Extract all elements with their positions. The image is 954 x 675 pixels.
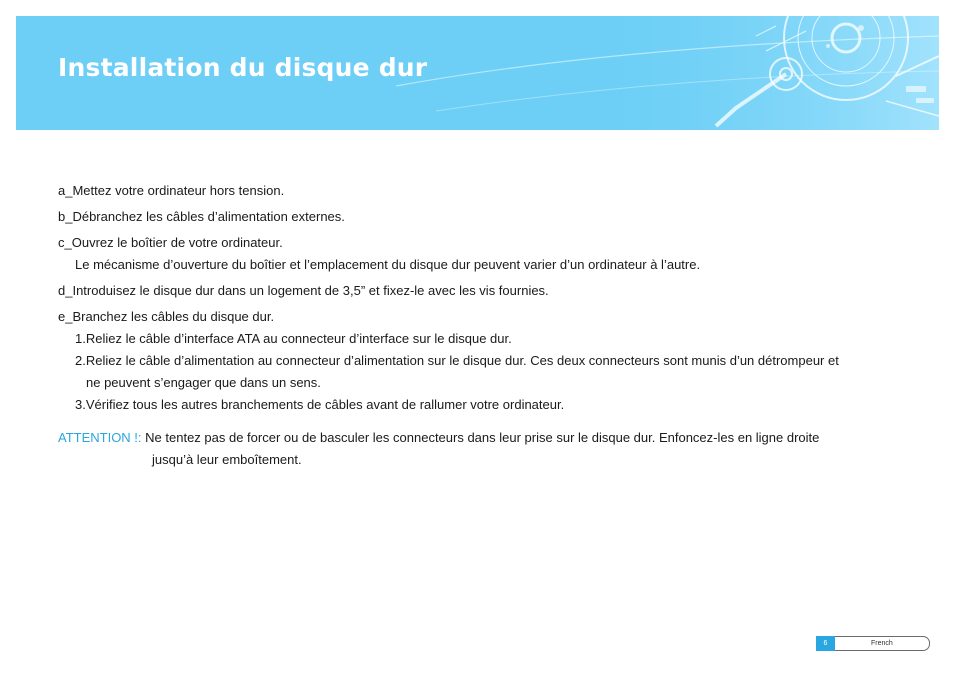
header-banner xyxy=(16,16,939,130)
footer-language: French xyxy=(871,640,893,647)
step-c: c_Ouvrez le boîtier de votre ordinateur. xyxy=(58,235,283,250)
page-title: Installation du disque dur xyxy=(58,53,428,82)
step-e3: 3.Vérifiez tous les autres branchements de câbles avant de rallumer votre ordinateur. xyxy=(75,397,565,412)
page-footer xyxy=(816,636,930,651)
step-a: a_Mettez votre ordinateur hors tension. xyxy=(58,183,285,198)
step-e: e_Branchez les câbles du disque dur. xyxy=(58,309,275,324)
step-d: d_Introduisez le disque dur dans un logement de 3,5” et fixez-le avec les vis fournies. xyxy=(58,283,549,298)
attention-label: ATTENTION !: xyxy=(58,430,142,445)
step-e2: 2.Reliez le câble d’alimentation au connecteur d’alimentation sur le disque dur. Ces deux connecteurs sont munis d’un détrompeur et xyxy=(75,353,839,368)
page-number: 6 xyxy=(816,636,835,651)
step-e1: 1.Reliez le câble d’interface ATA au connecteur d’interface sur le disque dur. xyxy=(75,331,512,346)
attention-note xyxy=(58,430,819,446)
step-e2-continued: ne peuvent s’engager que dans un sens. xyxy=(86,375,321,390)
attention-text-continued: jusqu’à leur emboîtement. xyxy=(152,452,302,467)
step-b: b_Débranchez les câbles d’alimentation externes. xyxy=(58,209,345,224)
step-c-note: Le mécanisme d’ouverture du boîtier et l’emplacement du disque dur peuvent varier d’un ordinateur à l’autre. xyxy=(75,257,701,272)
attention-text: Ne tentez pas de forcer ou de basculer les connecteurs dans leur prise sur le disque dur. Enfoncez-les en ligne droite xyxy=(141,430,820,445)
